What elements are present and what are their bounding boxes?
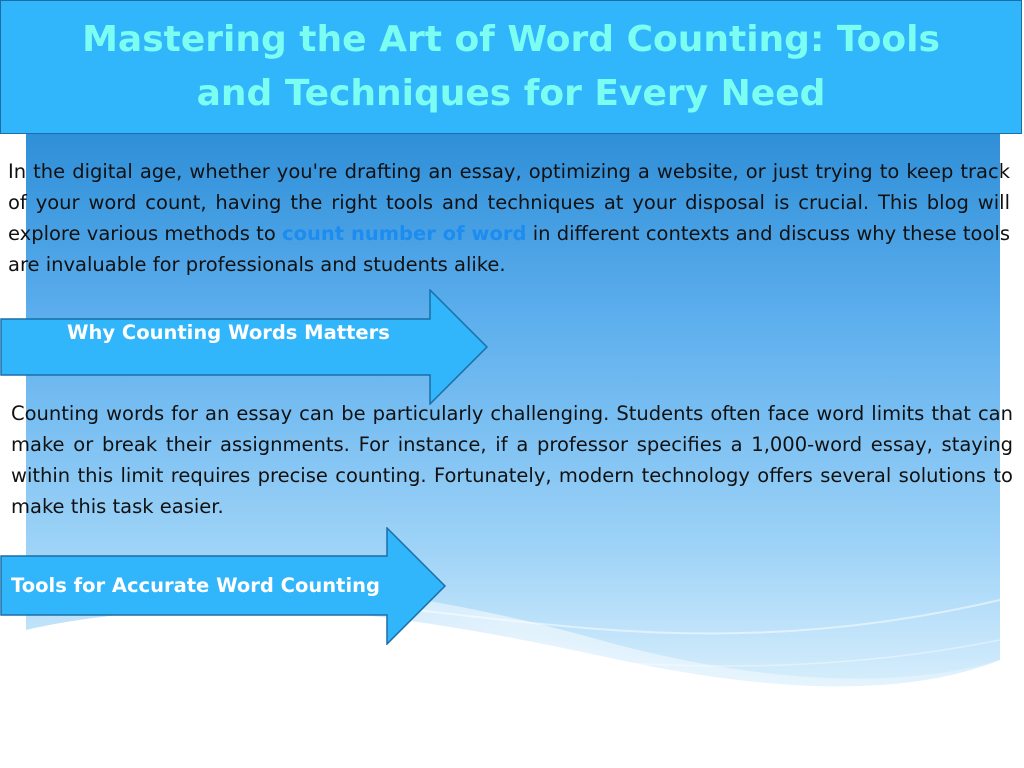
section-arrow-tools xyxy=(0,527,448,645)
essay-paragraph: Counting words for an essay can be particularly challenging. Students often face word limits that can make or break their assignments. For instance, if a professor specifies a 1,000-word essay, staying within this limit requires precise counting. Fortunately, modern technology offers several solutions to make this task easier. xyxy=(11,402,1013,518)
page-title: Mastering the Art of Word Counting: Tools and Techniques for Every Need xyxy=(82,19,940,114)
section-heading-why-counting: Why Counting Words Matters xyxy=(67,321,390,344)
intro-text-before: In the digital age, whether you're drafting an essay, optimizing a website, or just trying to keep track of your word count, having the right tools and techniques at your disposal is crucial. This blog will explore various methods to xyxy=(8,160,1010,245)
title-banner xyxy=(0,0,1022,134)
intro-text-after: in different contexts and discuss why these tools are invaluable for professionals and students alike. xyxy=(8,222,1010,276)
count-words-link[interactable]: count number of word xyxy=(282,222,527,245)
arrow-shape-why-counting xyxy=(0,289,490,405)
section-heading-tools: Tools for Accurate Word Counting xyxy=(11,574,380,597)
intro-paragraph xyxy=(8,156,1010,280)
section-arrow-why-counting xyxy=(0,289,490,405)
